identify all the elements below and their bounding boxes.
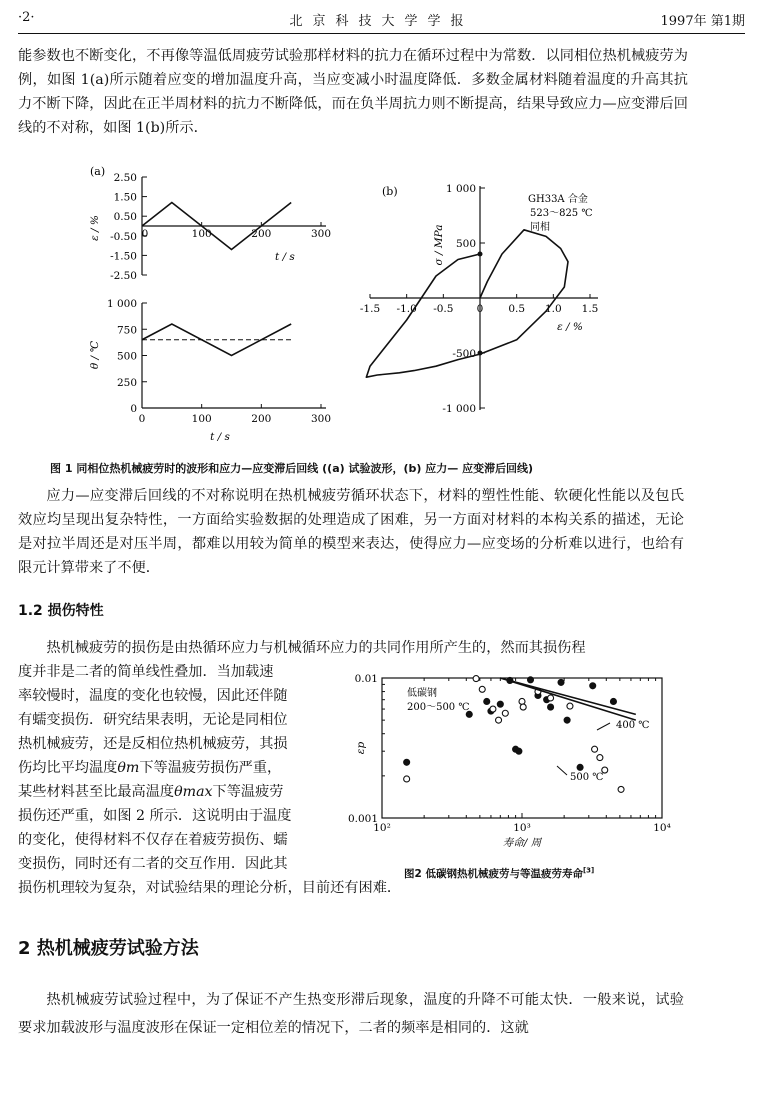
open-data-point (479, 686, 485, 692)
figure-1 (70, 150, 630, 450)
filled-data-point (590, 683, 596, 689)
filled-data-point (558, 679, 564, 685)
fig1-temp-range: 523～825 ℃ (530, 208, 593, 219)
fig2-legend-material: 低碳钢 (407, 688, 437, 699)
filled-data-point (404, 759, 410, 765)
x-tick-label: 0 (138, 413, 146, 425)
figure-2-caption-text: 图2 低碳钢热机械疲劳与等温疲劳寿命 (404, 868, 583, 880)
paragraph-3-line: 热机械疲劳，还是反相位热机械疲劳，其损 (18, 736, 288, 752)
open-data-point (548, 695, 554, 701)
paragraph-4: 热机械疲劳试验过程中，为了保证不产生热变形滞后现象，温度的升降不可能太快．一般来说，试验要求加载波形与温度波形在保证一定相位差的情况下，二者的频率是相同的．这就 (18, 992, 684, 1036)
y-axis-label: θ / ℃ (89, 340, 101, 370)
y-tick-label: 0 (130, 403, 137, 415)
y-tick-label: -1.50 (110, 250, 137, 263)
x-tick-label: 100 (191, 413, 212, 425)
loop-marker (478, 351, 483, 356)
figure-2 (347, 668, 682, 868)
theta-max-symbol: θmax (174, 784, 213, 800)
y-tick-label: -500 (452, 348, 476, 360)
filled-data-point (610, 698, 616, 704)
y-tick-label: 0.001 (347, 813, 378, 825)
open-data-point (618, 786, 624, 792)
y-axis-label: σ / MPa (433, 224, 445, 266)
y-tick-label: -1 000 (442, 403, 476, 415)
paragraph-3-line (18, 756, 281, 780)
x-tick-label: 100 (191, 228, 212, 240)
section-heading-1-2: 1.2 损伤特性 (18, 603, 104, 619)
x-tick-label: 10⁴ (653, 822, 671, 834)
x-tick-label: 0.5 (508, 303, 526, 315)
x-tick-label: 0 (476, 303, 484, 315)
filled-data-point (577, 764, 583, 770)
y-tick-label: 500 (116, 350, 137, 363)
open-data-point (502, 710, 508, 716)
filled-data-point (548, 704, 554, 710)
paragraph-3-first-line: 热机械疲劳的损伤是由热循环应力与机械循环应力的共同作用所产生的，然而其损伤程 (46, 640, 586, 656)
y-axis-label: εp (355, 741, 367, 755)
journal-title: 北京科技大学学报 (289, 14, 474, 29)
x-axis-label: t / s (210, 431, 230, 443)
open-data-point (496, 717, 502, 723)
paragraph-3-line (18, 780, 284, 804)
label-400c: 400 ℃ (616, 720, 650, 731)
open-data-point (404, 776, 410, 782)
loop-marker (478, 252, 483, 257)
figure-2-ref: [3] (582, 866, 595, 875)
fatigue-life-chart (348, 673, 671, 849)
open-data-point (519, 698, 525, 704)
paragraph-3-line: 率较慢时，温度的变化也较慢，因此还伴随 (18, 688, 288, 704)
page-number: ·2· (18, 10, 35, 25)
y-tick-label: 1.50 (113, 191, 137, 204)
text-run: 伤均比平均温度 (18, 760, 118, 776)
x-tick-label: 0 (141, 228, 149, 240)
figure-2-caption (404, 866, 594, 881)
text-run: 下等温疲劳 (212, 784, 284, 800)
paragraph-3-line: 的变化，使得材料不仅存在着疲劳损伤、蠕 (18, 832, 288, 848)
label-500c: 500 ℃ (570, 772, 604, 783)
x-tick-label: 1.5 (581, 303, 599, 315)
x-tick-label: -0.5 (433, 303, 454, 315)
x-tick-label: -1.5 (359, 303, 381, 315)
filled-data-point (527, 677, 533, 683)
figure-1-caption: 图 1 同相位热机械疲劳时的波形和应力—应变滞后回线 ((a) 试验波形，(b) 应力— 应变滞后回线) (50, 462, 534, 475)
y-tick-label: 0.01 (354, 673, 378, 685)
header-rule (18, 33, 745, 34)
panel-b-label: (b) (382, 185, 398, 198)
paragraph-2: 应力—应变滞后回线的不对称说明在热机械疲劳循环状态下，材料的塑性性能、软硬化性能以及包氏效应均呈现出复杂特性，一方面给实验数据的处理造成了困难，另一方面对材料的本构关系的描述，无论是对拉半周还是对压半周，都难以用较为简单的模型来表达，使得应力—应变场的分析难以进行，也给有限元计算带来了不便． (18, 488, 684, 576)
panel-a-label: (a) (90, 165, 106, 178)
intro-paragraph: 能参数也不断变化，不再像等温低周疲劳试验那样材料的抗力在循环过程中为常数．以同相位热机械疲劳为例，如图 1(a)所示随着应变的增加温度升高，当应变减小时温度降低．多数金属材料随着温度的升高其抗力不断下降，因此在正半周材料的抗力不断降低，而在负半周抗力则不断提高，结果导致应力—应变滞后回线的不对称，如图 1(b)所示． (18, 48, 688, 136)
theta-m-symbol: θm (117, 760, 140, 776)
y-tick-label: 500 (455, 238, 476, 250)
x-tick-label: 300 (310, 413, 332, 425)
y-tick-label: 1 000 (106, 298, 137, 310)
x-tick-label: 200 (251, 413, 272, 425)
text-run: 下等温疲劳损伤严重， (139, 760, 282, 776)
paragraph-3-line: 损伤机理较为复杂，对试验结果的理论分析，目前还有困难． (18, 880, 402, 896)
x-tick-label: 1.0 (544, 303, 562, 315)
y-tick-label: 0.50 (113, 211, 137, 224)
open-data-point (490, 706, 496, 712)
open-data-point (520, 704, 526, 710)
x-tick-label: 200 (251, 228, 272, 240)
text-run: 某些材料甚至比最高温度 (18, 784, 175, 800)
x-axis-label: ε / % (557, 321, 583, 333)
y-tick-label: 250 (116, 376, 137, 389)
x-tick-label: 10² (373, 822, 391, 834)
y-tick-label: 2.50 (113, 172, 137, 184)
paragraph-3-line: 变损伤，同时还有二者的交互作用．因此其 (18, 856, 288, 872)
y-tick-label: -0.50 (110, 230, 137, 243)
open-data-point (473, 676, 479, 682)
open-data-point (597, 755, 603, 761)
y-axis-label: ε / % (89, 215, 101, 241)
issue-label: 1997年 第1期 (660, 14, 745, 29)
running-header (18, 10, 745, 30)
filled-data-point (497, 701, 503, 707)
filled-data-point (564, 717, 570, 723)
x-tick-label: 10³ (513, 822, 531, 834)
fig2-legend-range: 200～500 ℃ (407, 702, 470, 713)
x-axis-label: t / s (275, 251, 295, 263)
label-leader-500 (557, 766, 567, 775)
y-tick-label: -2.50 (110, 270, 137, 282)
y-tick-label: 750 (116, 324, 137, 337)
open-data-point (567, 703, 573, 709)
fig1-material: GH33A 合金 (528, 194, 588, 205)
y-tick-label: 1 000 (445, 183, 476, 195)
strain-waveform-chart (89, 172, 331, 282)
temperature-waveform-chart (89, 298, 331, 443)
paragraph-3-line: 度并非是二者的简单线性叠加．当加载速 (18, 664, 274, 680)
paragraph-3-line: 损伤还严重，如图 2 所示．这说明由于温度 (18, 808, 292, 824)
open-data-point (592, 746, 598, 752)
x-tick-label: -1.0 (396, 303, 417, 315)
paragraph-3-line: 有蠕变损伤．研究结果表明，无论是同相位 (18, 712, 288, 728)
label-leader-400 (597, 723, 610, 730)
fig1-phase: 同相 (530, 222, 550, 233)
filled-data-point (484, 698, 490, 704)
filled-data-point (516, 748, 522, 754)
section-heading-2: 2 热机械疲劳试验方法 (18, 938, 199, 959)
x-tick-label: 300 (310, 228, 332, 240)
x-axis-label: 寿命/ 周 (502, 837, 542, 849)
